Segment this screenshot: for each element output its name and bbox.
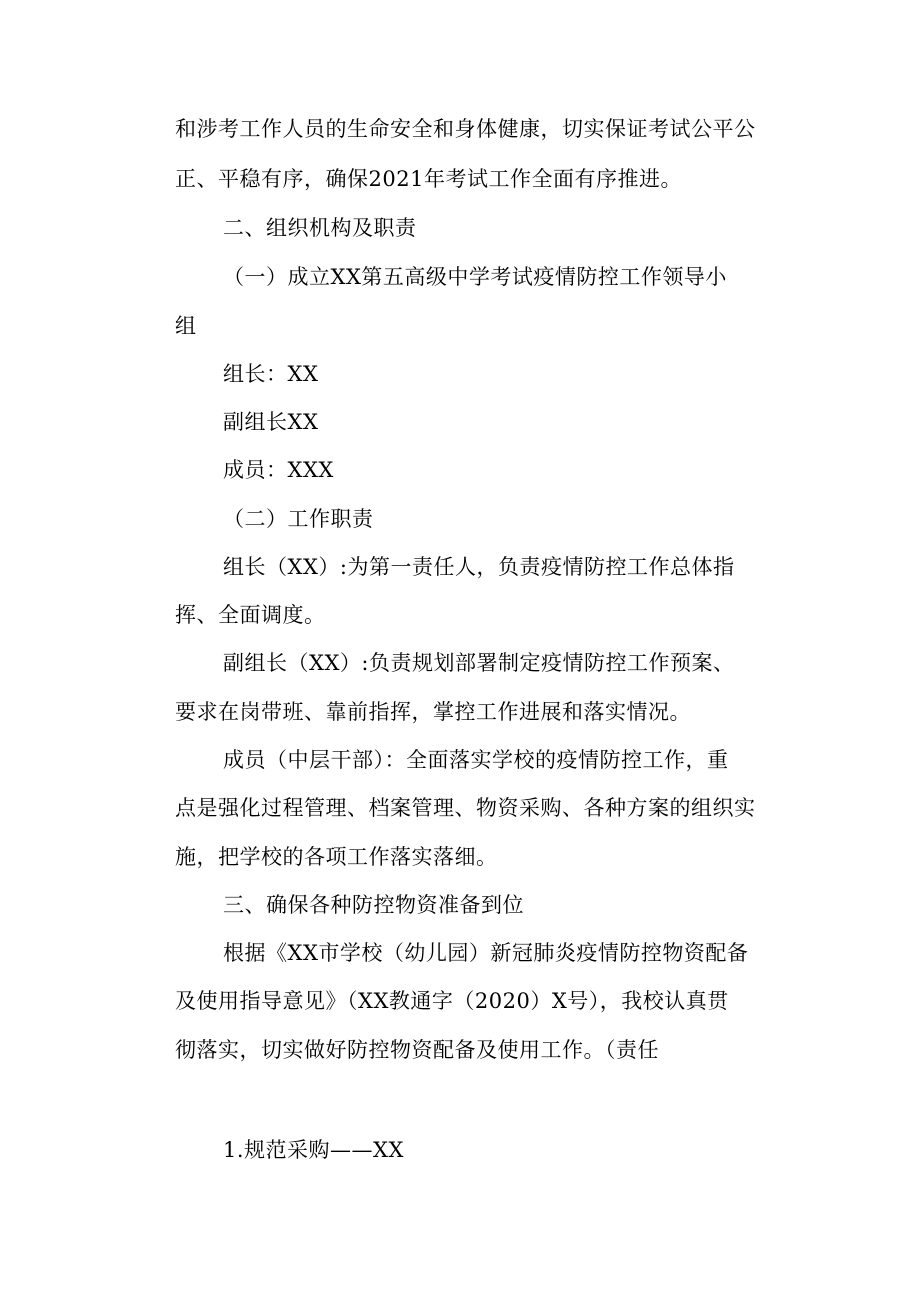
section-heading: 二、组织机构及职责 bbox=[223, 216, 417, 240]
paragraph-line: 成员：XXX bbox=[223, 458, 334, 482]
section-heading: 三、确保各种防控物资准备到位 bbox=[223, 893, 524, 917]
paragraph-line: 组长：XX bbox=[223, 362, 319, 386]
paragraph-line: 组长（XX）:为第一责任人，负责疫情防控工作总体指 bbox=[223, 555, 735, 579]
list-item: 1.规范采购——XX bbox=[223, 1138, 404, 1162]
paragraph-line: 挥、全面调度。 bbox=[175, 603, 326, 627]
paragraph-line: 副组长（XX）:负责规划部署制定疫情防控工作预案、 bbox=[223, 651, 735, 675]
paragraph-line: 和涉考工作人员的生命安全和身体健康，切实保证考试公平公 bbox=[175, 117, 756, 141]
paragraph-line: 根据《XX市学校（幼儿园）新冠肺炎疫情防控物资配备 bbox=[223, 941, 749, 965]
subsection-heading: （二）工作职责 bbox=[223, 507, 374, 531]
subsection-heading: 组 bbox=[175, 314, 197, 338]
subsection-heading: （一）成立XX第五高级中学考试疫情防控工作领导小 bbox=[223, 265, 727, 289]
paragraph-line: 正、平稳有序，确保2021年考试工作全面有序推进。 bbox=[175, 167, 682, 191]
paragraph-line: 要求在岗带班、靠前指挥，掌控工作进展和落实情况。 bbox=[175, 700, 691, 724]
paragraph-line: 点是强化过程管理、档案管理、物资采购、各种方案的组织实 bbox=[175, 796, 756, 820]
paragraph-line: 及使用指导意见》（XX教通字（2020）X号），我校认真贯 bbox=[175, 989, 729, 1013]
paragraph-line: 彻落实，切实做好防控物资配备及使用工作。（责任 bbox=[175, 1038, 659, 1062]
paragraph-line: 副组长XX bbox=[223, 410, 319, 434]
paragraph-line: 成员（中层干部）：全面落实学校的疫情防控工作，重 bbox=[223, 748, 729, 772]
paragraph-line: 施，把学校的各项工作落实落细。 bbox=[175, 845, 498, 869]
